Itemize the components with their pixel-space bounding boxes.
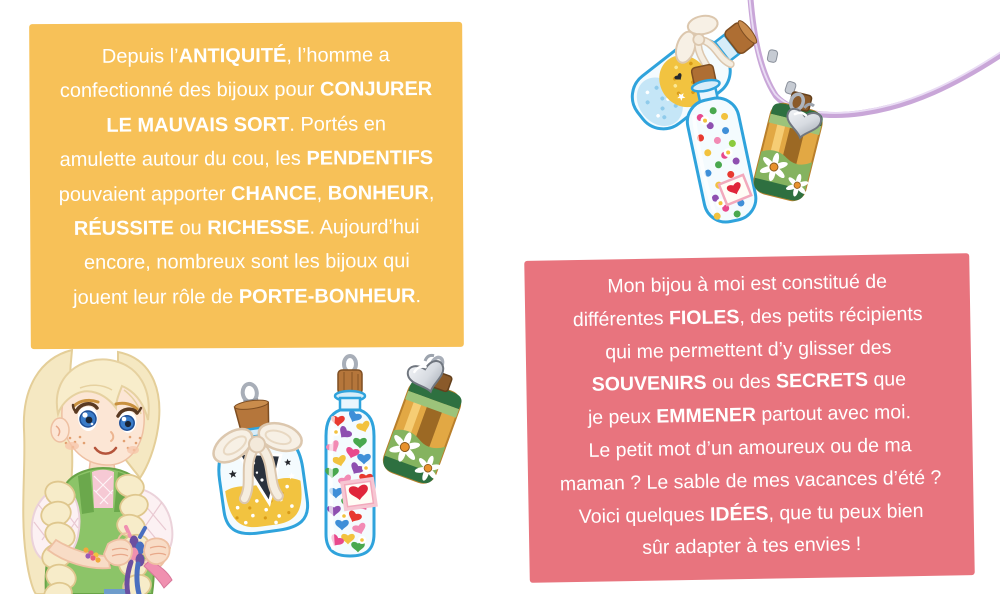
confetti-hearts-vial bbox=[325, 356, 378, 556]
text-line: LE MAUVAIS SORT. Portés en bbox=[106, 113, 387, 137]
text-line: différentes FIOLES, des petits récipients bbox=[572, 302, 923, 331]
necklace-cord bbox=[749, 0, 1000, 115]
text-line: qui me permettent d’y glisser des bbox=[605, 336, 892, 364]
history-intro-card bbox=[29, 22, 464, 349]
text-line: RÉUSSITE ou RICHESSE. Aujourd’hui bbox=[73, 216, 420, 240]
heart-label bbox=[340, 477, 378, 511]
text-line: Le petit mot d’un amoureux ou de ma bbox=[588, 434, 912, 462]
cord-crimp-bead bbox=[767, 49, 778, 63]
my-jewel-card bbox=[524, 253, 975, 583]
text-line: Mon bijou à moi est constitué de bbox=[607, 270, 888, 298]
text-line: amulette autour du cou, les PENDENTIFS bbox=[59, 147, 434, 172]
text-line: Depuis l’ANTIQUITÉ, l’homme a bbox=[101, 44, 390, 68]
charm-vials-illustration bbox=[180, 350, 480, 594]
text-line: sûr adapter à tes envies ! bbox=[642, 533, 862, 560]
text-line: maman ? Le sable de mes vacances d’été ? bbox=[559, 466, 942, 496]
text-line: je peux EMMENER partout avec moi. bbox=[587, 401, 912, 430]
girl-illustration bbox=[0, 344, 200, 594]
text-line: confectionné des bijoux pour CONJURER bbox=[59, 78, 433, 103]
text-line: encore, nombreux sont les bijoux qui bbox=[83, 250, 410, 275]
text-line: pouvaient apporter CHANCE, BONHEUR, bbox=[58, 181, 435, 206]
text-line: SOUVENIRS ou des SECRETS que bbox=[591, 368, 907, 397]
jeans bbox=[104, 589, 126, 594]
necklace-illustration bbox=[600, 0, 1000, 240]
text-line: jouent leur rôle de PORTE-BONHEUR. bbox=[73, 284, 422, 309]
text-line: Voici quelques IDÉES, que tu peux bien bbox=[578, 499, 924, 528]
bow-jar-vial bbox=[199, 377, 318, 538]
